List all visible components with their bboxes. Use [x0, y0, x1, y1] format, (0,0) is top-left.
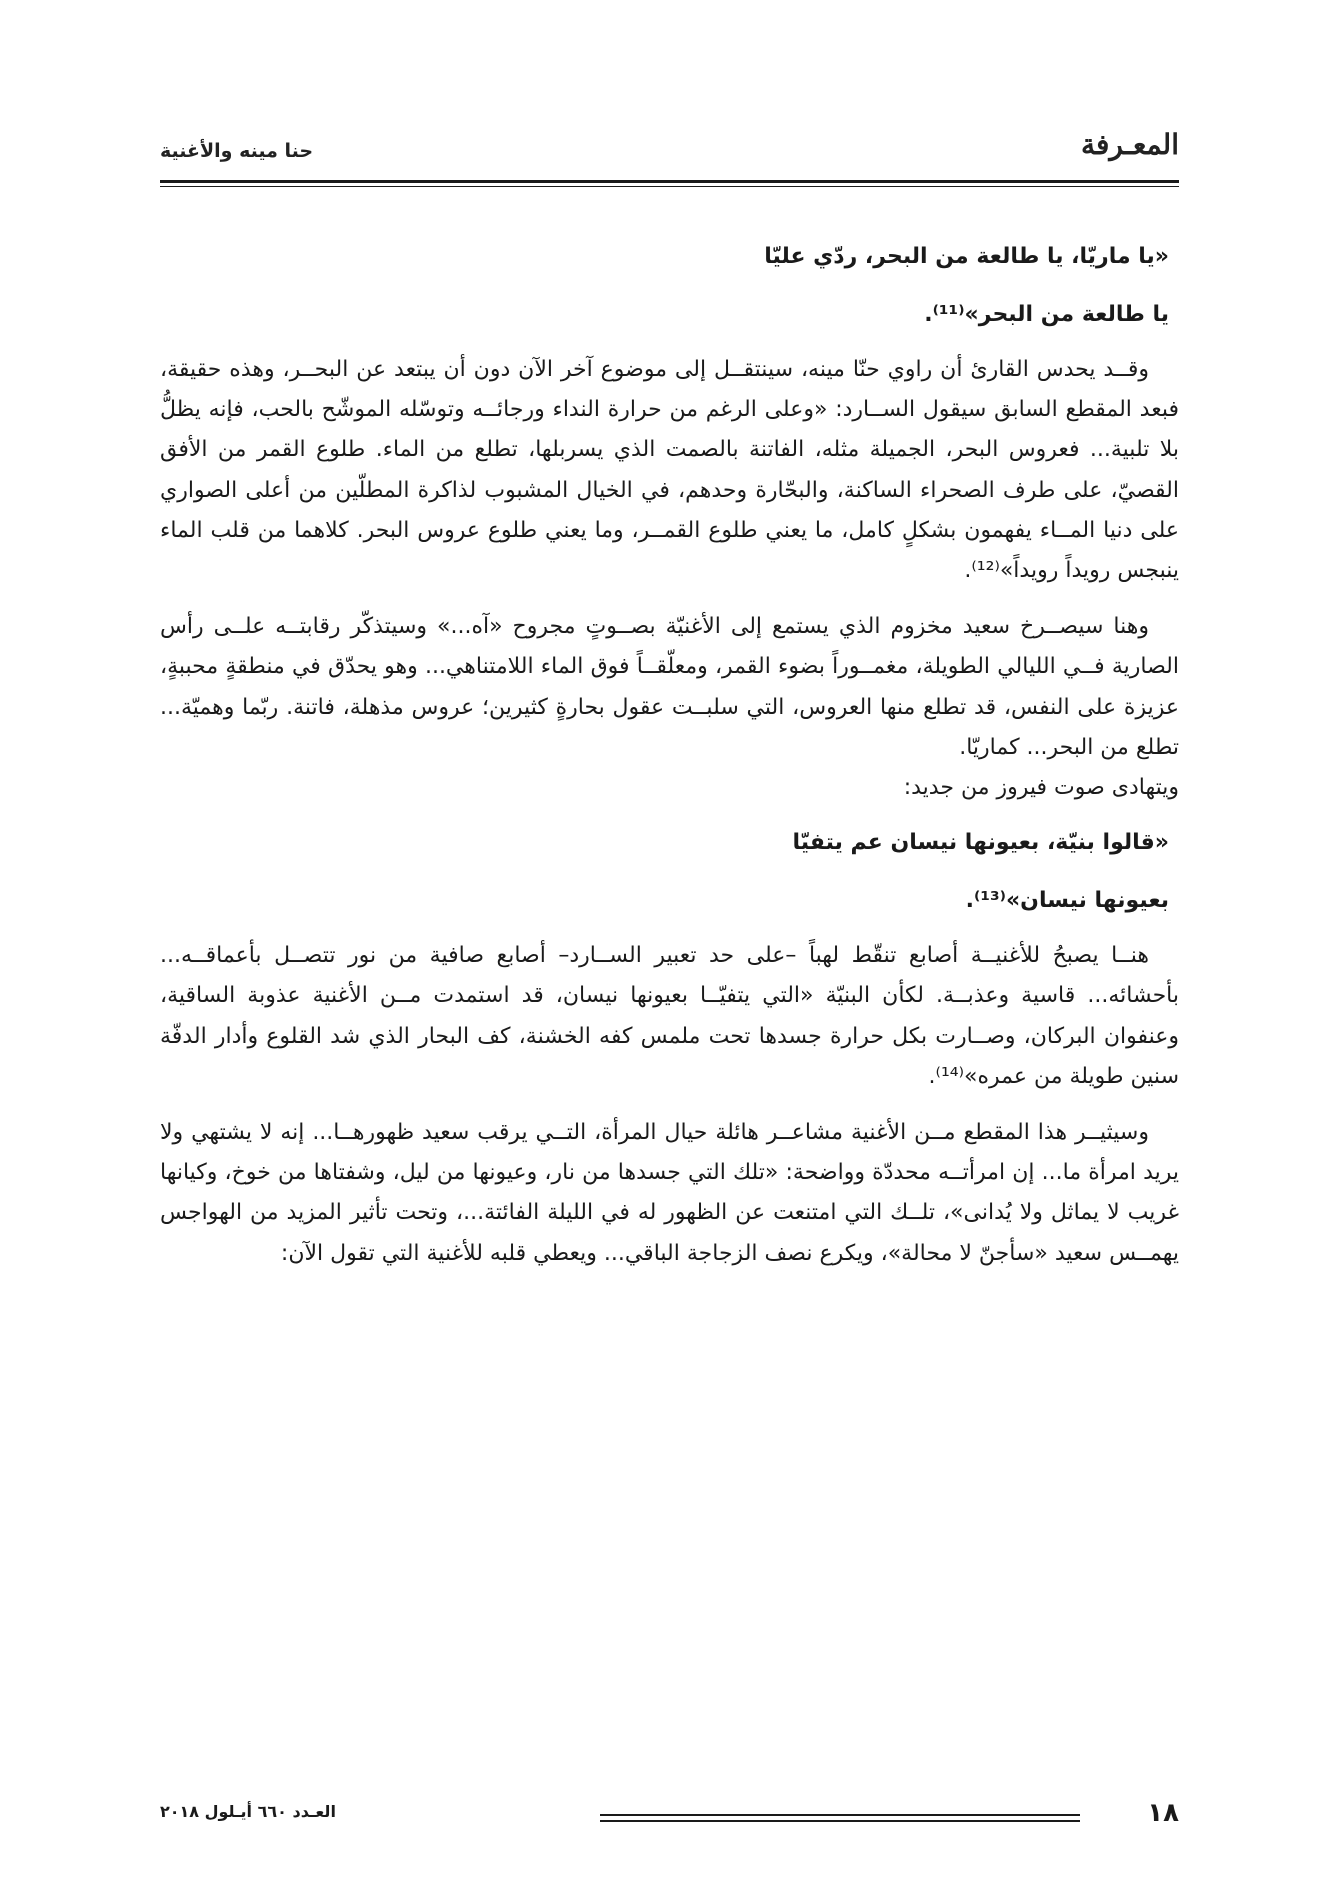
footer-rule [600, 1814, 1080, 1816]
header-rule-thin [160, 186, 1179, 187]
paragraph: وهنا سيصــرخ سعيد مخزوم الذي يستمع إلى الأغنيّة بصــوتٍ مجروح «آه...» وسيتذكّر رقابتــه علــى رأس الصارية فــي الليالي الطويلة، مغمــوراً بضوء القمر، ومعلّقــاً فوق الماء اللامتناهي... وهو يحدّق في منطقةٍ محببةٍ، عزيزة على النفس، قد تطلع منها العروس، التي سلبــت عقول بحارةٍ كثيرين؛ عروس مذهلة، فاتنة. ربّما وهميّة... تطلع من البحر... كماريّا. [160, 614, 1179, 760]
magazine-logo: المعـرفة [1080, 128, 1179, 161]
footer-rule [600, 1820, 1080, 1822]
paragraph: هنــا يصبحُ للأغنيــة أصابع تنقّط لهباً –على حد تعبير الســارد– أصابع صافية من نور تتصــل بأعماقــه... بأحشائه... قاسية وعذبــة. لكأن البنيّة «التي يتفيّــا بعيونها نيسان، قد استمدت مــن الأغنية عذوبة الساقية، وعنفوان البركان، وصــارت بكل حرارة جسدها تحت ملمس كفه الخشنة، كف البحار الذي شد القلوع وأدار الدفّة سنين طويلة من عمره»⁽¹⁴⁾. [160, 943, 1179, 1089]
page-number: ١٨ [1147, 1798, 1179, 1828]
verse-line: بعيونها نيسان»⁽¹³⁾. [965, 888, 1169, 914]
verse-line: يا طالعة من البحر»⁽¹¹⁾. [924, 302, 1169, 327]
issue-info: العـدد ٦٦٠ أيـلول ٢٠١٨ [160, 1802, 336, 1821]
paragraph: وسيثيــر هذا المقطع مــن الأغنية مشاعــر هائلة حيال المرأة، التــي يرقب سعيد ظهورهــا... إنه لا يشتهي ولا يريد امرأة ما... إن امرأتــه محددّة وواضحة: «تلك التي جسدها من نار، وعيونها من ليل، وشفتاها من خوخ، وكيانها غريب لا يماثل ولا يُدانى»، تلــك التي امتنعت عن الظهور له في الليلة الفائتة...، وتحت تأثير المزيد من الهواجس يهمــس سعيد «سأجنّ لا محالة»، ويكرع نصف الزجاجة الباقي... ويعطي قلبه للأغنية التي تقول الآن: [160, 1120, 1179, 1266]
paragraph: وقــد يحدس القارئ أن راوي حنّا مينه، سينتقــل إلى موضوع آخر الآن دون أن يبتعد عن البحــر، وهذه حقيقة، فبعد المقطع السابق سيقول الســارد: «وعلى الرغم من حرارة النداء ورجائــه وتوسّله الموشّح بالحب، فإنه يظلُّ بلا تلبية... فعروس البحر، الجميلة مثله، الفاتنة بالصمت الذي يسربلها، تطلع من الماء. طلوع القمر من الأفق القصيّ، على طرف الصحراء الساكنة، والبحّارة وحدهم، في الخيال المشبوب لذاكرة المطلّين من أعلى الصواري على دنيا المــاء يفهمون بشكلٍ كامل، ما يعني طلوع القمــر، وما يعني طلوع عروس البحر. كلاهما من قلب الماء ينبجس رويداً رويداً»⁽¹²⁾. [160, 357, 1179, 584]
page-footer [160, 1798, 1179, 1838]
verse-line: «قالوا بنيّة، بعيونها نيسان عم يتفيّا [792, 830, 1169, 856]
article-body [160, 228, 1179, 1290]
running-title: حنا مينه والأغنية [160, 140, 314, 162]
paragraph: ويتهادى صوت فيروز من جديد: [903, 775, 1179, 801]
page-header [160, 128, 1179, 176]
header-rule-thick [160, 180, 1179, 183]
verse-line: «يا ماريّا، يا طالعة من البحر، ردّي عليّا [764, 244, 1169, 269]
